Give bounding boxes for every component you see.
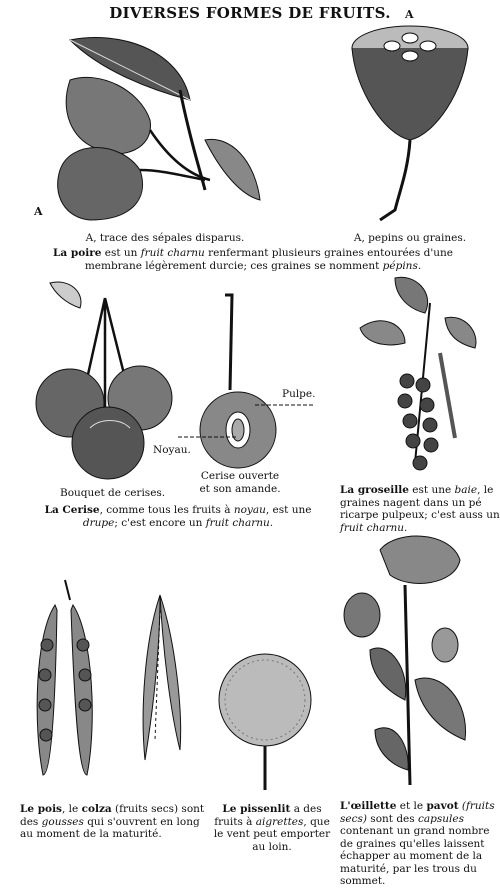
pavot-illustration bbox=[340, 530, 490, 795]
pea-pod-illustration bbox=[25, 575, 105, 785]
cherry-caption-open: Cerise ouverte et son amande. bbox=[199, 470, 281, 495]
cherry-label-pulp: Pulpe. bbox=[282, 388, 316, 400]
pear-caption-right: A, pepins ou graines. bbox=[353, 232, 467, 244]
pavot-description: L'œillette et le pavot (fruits secs) sont des capsules contenant un grand nombre de graines qu'elles laissent échapper au moment de la maturité, par les trous du sommet. bbox=[340, 800, 495, 887]
groseille-illustration bbox=[355, 273, 485, 483]
cherry-label-noyau: Noyau. bbox=[153, 444, 191, 456]
pear-marker-right: A bbox=[405, 8, 414, 21]
cherry-caption-bouquet: Bouquet de cerises. bbox=[60, 487, 166, 499]
pear-caption-left: A, trace des sépales disparus. bbox=[85, 232, 245, 244]
cherry-description: La Cerise, comme tous les fruits à noyau, est une drupe; c'est encore un fruit charnu. bbox=[44, 504, 312, 529]
colza-pod-illustration bbox=[125, 590, 195, 780]
groseille-description: La groseille est une baie, le graines nagent dans un pé ricarpe pulpeux; c'est auss un fruit charnu. bbox=[340, 484, 500, 534]
page-title: DIVERSES FORMES DE FRUITS. bbox=[109, 4, 391, 22]
pear-marker-left: A bbox=[34, 205, 43, 218]
pois-description: Le pois, le colza (fruits secs) sont des gousses qui s'ouvrent en long au moment de la maturité. bbox=[20, 803, 205, 840]
pissenlit-description: Le pissenlit a des fruits à aigrettes, que le vent peut emporter au loin. bbox=[213, 803, 331, 853]
pear-description: La poire est un fruit charnu renfermant plusieurs graines entourées d'une membrane légèrement durcie; ces graines se nomment pépins. bbox=[53, 247, 453, 272]
pissenlit-illustration bbox=[210, 650, 320, 795]
